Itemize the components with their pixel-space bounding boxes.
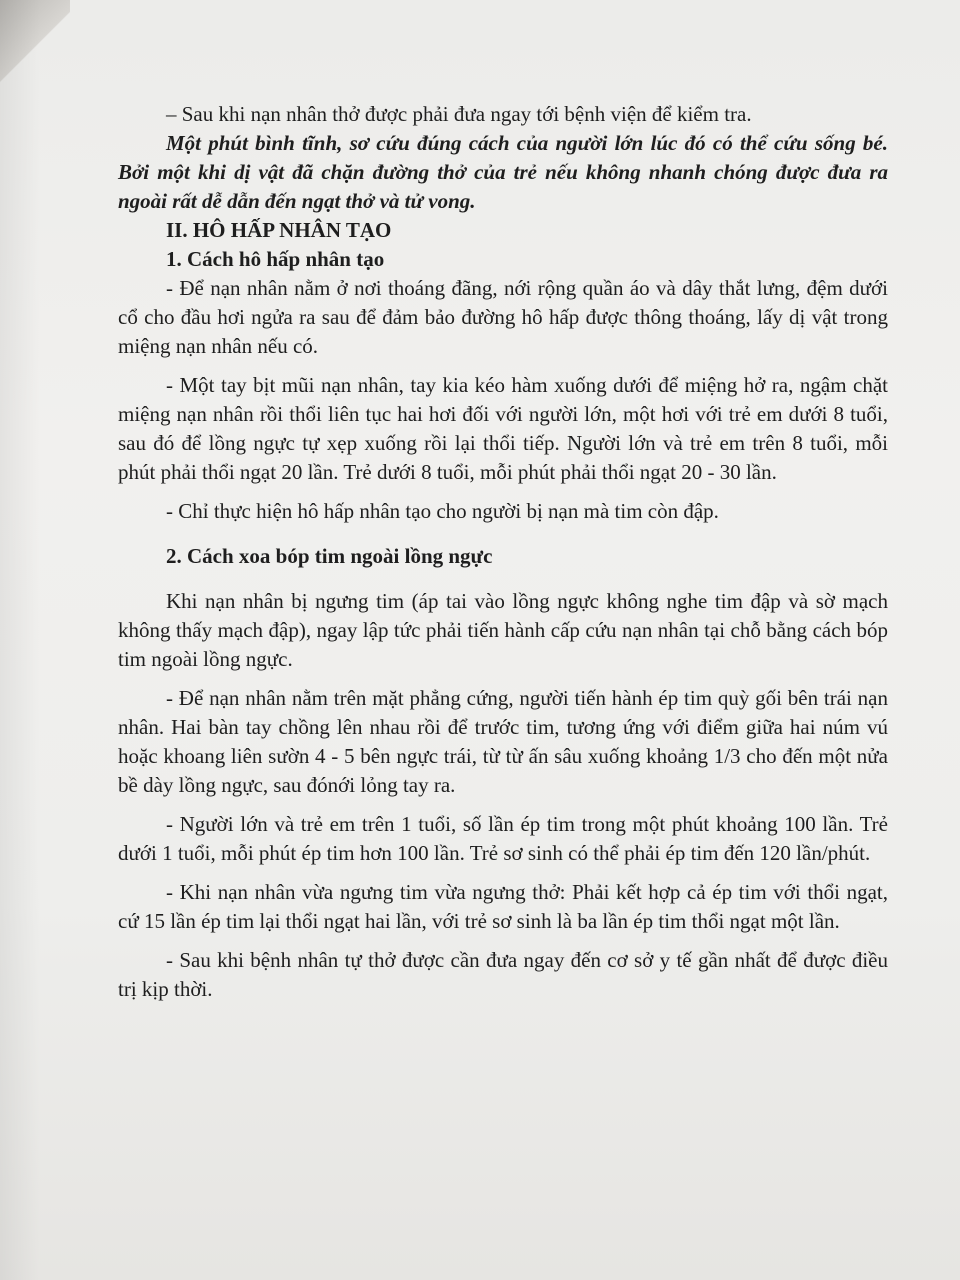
page-shadow [0,0,40,1280]
paragraph: - Sau khi bệnh nhân tự thở được cần đưa ngay đến cơ sở y tế gần nhất để được điều trị kịp thời. [118,948,888,1001]
paragraph: - Chỉ thực hiện hô hấp nhân tạo cho người bị nạn mà tim còn đập. [166,499,719,523]
document-body [118,100,888,1004]
section-heading: II. HÔ HẤP NHÂN TẠO [166,218,392,242]
paragraph: – Sau khi nạn nhân thở được phải đưa ngay tới bệnh viện để kiểm tra. [166,102,752,126]
paragraph: - Khi nạn nhân vừa ngưng tim vừa ngưng thở: Phải kết hợp cả ép tim với thổi ngạt, cứ 15 lần ép tim lại thổi ngạt hai lần, với trẻ sơ sinh là ba lần ép tim thổi ngạt một lần. [118,880,888,933]
subsection-heading: 2. Cách xoa bóp tim ngoài lồng ngực [166,544,493,568]
paragraph: - Một tay bịt mũi nạn nhân, tay kia kéo hàm xuống dưới để miệng hở ra, ngậm chặt miệng nạn nhân rồi thổi liên tục hai hơi đối với người lớn, một hơi với trẻ em dưới 8 tuổi, sau đó để lồng ngực tự xẹp xuống rồi lại thổi tiếp. Người lớn và trẻ em trên 8 tuổi, mỗi phút phải thổi ngạt 20 lần. Trẻ dưới 8 tuổi, mỗi phút phải thổi ngạt 20 - 30 lần. [118,373,888,484]
emphasis-paragraph: Một phút bình tĩnh, sơ cứu đúng cách của người lớn lúc đó có thể cứu sống bé. Bởi một khi dị vật đã chặn đường thở của trẻ nếu không nhanh chóng được đưa ra ngoài rất dễ dẫn đến ngạt thở và tử vong. [118,131,888,213]
paragraph: - Để nạn nhân nằm ở nơi thoáng đãng, nới rộng quần áo và dây thắt lưng, đệm dưới cổ cho đầu hơi ngửa ra sau để đảm bảo đường hô hấp được thông thoáng, lấy dị vật trong miệng nạn nhân nếu có. [118,276,888,358]
subsection-heading: 1. Cách hô hấp nhân tạo [166,247,385,271]
paragraph: - Để nạn nhân nằm trên mặt phẳng cứng, người tiến hành ép tim quỳ gối bên trái nạn nhân. Hai bàn tay chồng lên nhau rồi để trước tim, tương ứng với điểm giữa hai núm vú hoặc khoang liên sườn 4 - 5 bên ngực trái, từ từ ấn sâu xuống khoảng 1/3 cho đến một nửa bề dày lồng ngực, sau đónới lỏng tay ra. [118,686,888,797]
paragraph: Khi nạn nhân bị ngưng tim (áp tai vào lồng ngực không nghe tim đập và sờ mạch không thấy mạch đập), ngay lập tức phải tiến hành cấp cứu nạn nhân tại chỗ bằng cách bóp tim ngoài lồng ngực. [118,589,888,671]
paragraph: - Người lớn và trẻ em trên 1 tuổi, số lần ép tim trong một phút khoảng 100 lần. Trẻ dưới 1 tuổi, mỗi phút ép tim hơn 100 lần. Trẻ sơ sinh có thể phải ép tim đến 120 lần/phút. [118,812,888,865]
